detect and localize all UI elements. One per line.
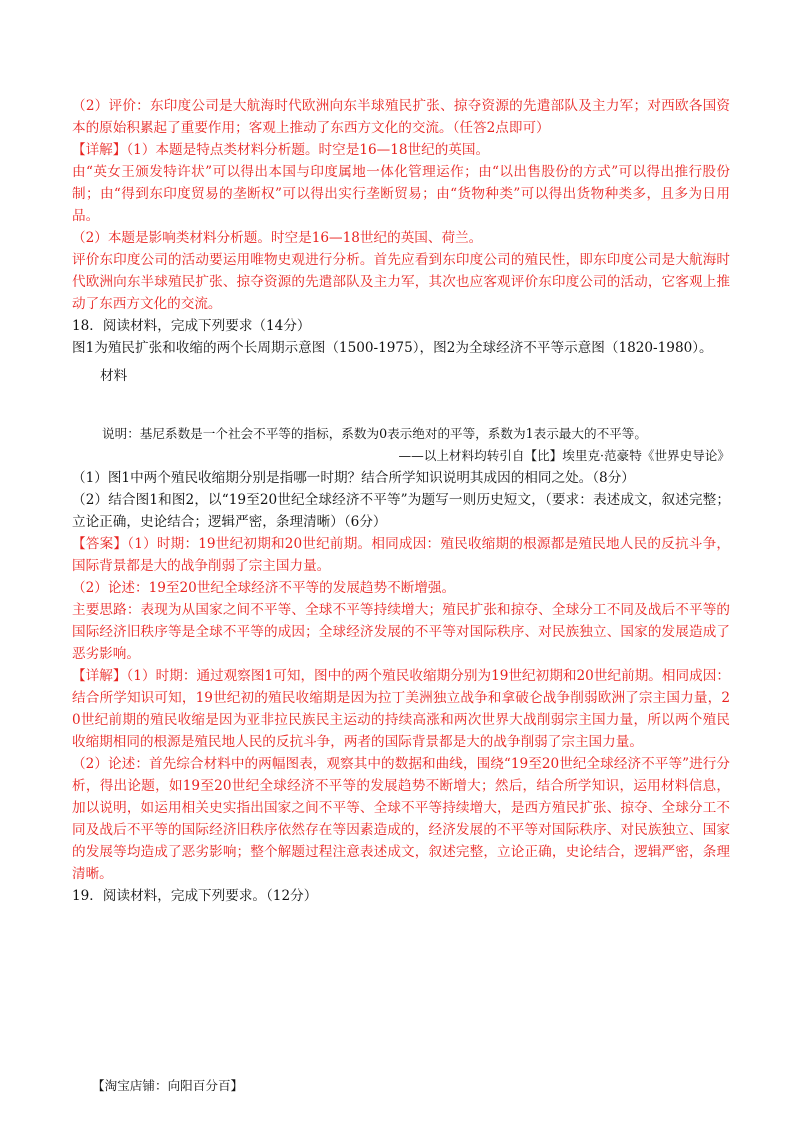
detail-paragraph: 评价东印度公司的活动要运用唯物史观进行分析。首先应看到东印度公司的殖民性，即东印度公司是大航海时代欧洲向东半球殖民扩张、掠夺资源的先遣部队及主力军，其次也应客观评价东印度公司的活动，它客观上推动了东西方文化的交流。 — [72, 252, 730, 312]
material-note: 说明：基尼系数是一个社会不平等的指标，系数为0表示绝对的平等，系数为1表示最大的不平等。 — [102, 426, 647, 441]
answer-paragraph: （2）论述：19至20世纪全球经济不平等的发展趋势不断增强。 — [72, 580, 456, 596]
detail-paragraph: （2）本题是影响类材料分析题。时空是16—18世纪的英国、荷兰。 — [72, 230, 483, 246]
answer-paragraph: 主要思路：表现为从国家之间不平等、全球不平等持续增大；殖民扩张和掠夺、全球分工不同及战后不平等的国际经济旧秩序等是全球不平等的成因；全球经济发展的不平等对国际秩序、对民族独立、国家的发展造成了恶劣影响。 — [72, 602, 730, 662]
detail-paragraph: 【详解】（1）本题是特点类材料分析题。时空是16—18世纪的英国。 — [72, 142, 490, 158]
answer-paragraph: （2）评价：东印度公司是大航海时代欧洲向东半球殖民扩张、掠夺资源的先遣部队及主力军；对西欧各国资本的原始积累起了重要作用；客观上推动了东西方文化的交流。（任答2点即可） — [72, 98, 730, 136]
question-stem: 图1为殖民扩张和收缩的两个长周期示意图（1500-1975），图2为全球经济不平等示意图（1820-1980）。 — [72, 340, 713, 356]
material-label: 材料 — [100, 368, 128, 384]
material-source: ——以上材料均转引自【比】埃里克·范豪特《世界史导论》 — [398, 448, 730, 463]
question-heading: 19．阅读材料，完成下列要求。（12分） — [72, 888, 318, 904]
footer-shop-label: 【淘宝店铺：向阳百分百】 — [92, 1078, 244, 1093]
document-body — [72, 95, 730, 907]
sub-question: （1）图1中两个殖民收缩期分别是指哪一时期？结合所学知识说明其成因的相同之处。（8分） — [72, 470, 635, 486]
question-heading: 18．阅读材料，完成下列要求（14分） — [72, 318, 311, 334]
figure-placeholder — [72, 387, 730, 423]
detail-paragraph: 由“英女王颁发特许状”可以得出本国与印度属地一体化管理运作；由“以出售股份的方式”可以得出推行股份制；由“得到东印度贸易的垄断权”可以得出实行垄断贸易；由“货物种类”可以得出货物种类多，且多为日用品。 — [72, 164, 730, 224]
detail-paragraph: 【详解】（1）时期：通过观察图1可知，图中的两个殖民收缩期分别为19世纪初期和20世纪前期。相同成因：结合所学知识可知，19世纪初的殖民收缩期是因为拉丁美洲独立战争和拿破仑战争削弱欧洲了宗主国力量，20世纪前期的殖民收缩是因为亚非拉民族民主运动的持续高涨和两次世界大战削弱宗主国力量，所以两个殖民收缩期相同的根源是殖民地人民的反抗斗争，两者的国际背景都是大的战争削弱了宗主国力量。 — [72, 668, 730, 750]
detail-paragraph: （2）论述：首先综合材料中的两幅图表，观察其中的数据和曲线，围绕“19至20世纪全球经济不平等”进行分析，得出论题，如19至20世纪全球经济不平等的发展趋势不断增大；然后，结合所学知识，运用材料信息，加以说明，如运用相关史实指出国家之间不平等、全球不平等持续增大，是西方殖民扩张、掠夺、全球分工不同及战后不平等的国际经济旧秩序依然存在等因素造成的，经济发展的不平等对国际秩序、对民族独立、国家的发展等均造成了恶劣影响；整个解题过程注意表述成文，叙述完整，立论正确，史论结合，逻辑严密，条理清晰。 — [72, 756, 730, 882]
sub-question: （2）结合图1和图2，以“19至20世纪全球经济不平等”为题写一则历史短文，（要求：表述成文，叙述完整；立论正确，史论结合；逻辑严密，条理清晰）（6分） — [72, 492, 730, 530]
answer-paragraph: 【答案】（1）时期：19世纪初期和20世纪前期。相同成因：殖民收缩期的根源都是殖民地人民的反抗斗争，国际背景都是大的战争削弱了宗主国力量。 — [72, 536, 730, 574]
